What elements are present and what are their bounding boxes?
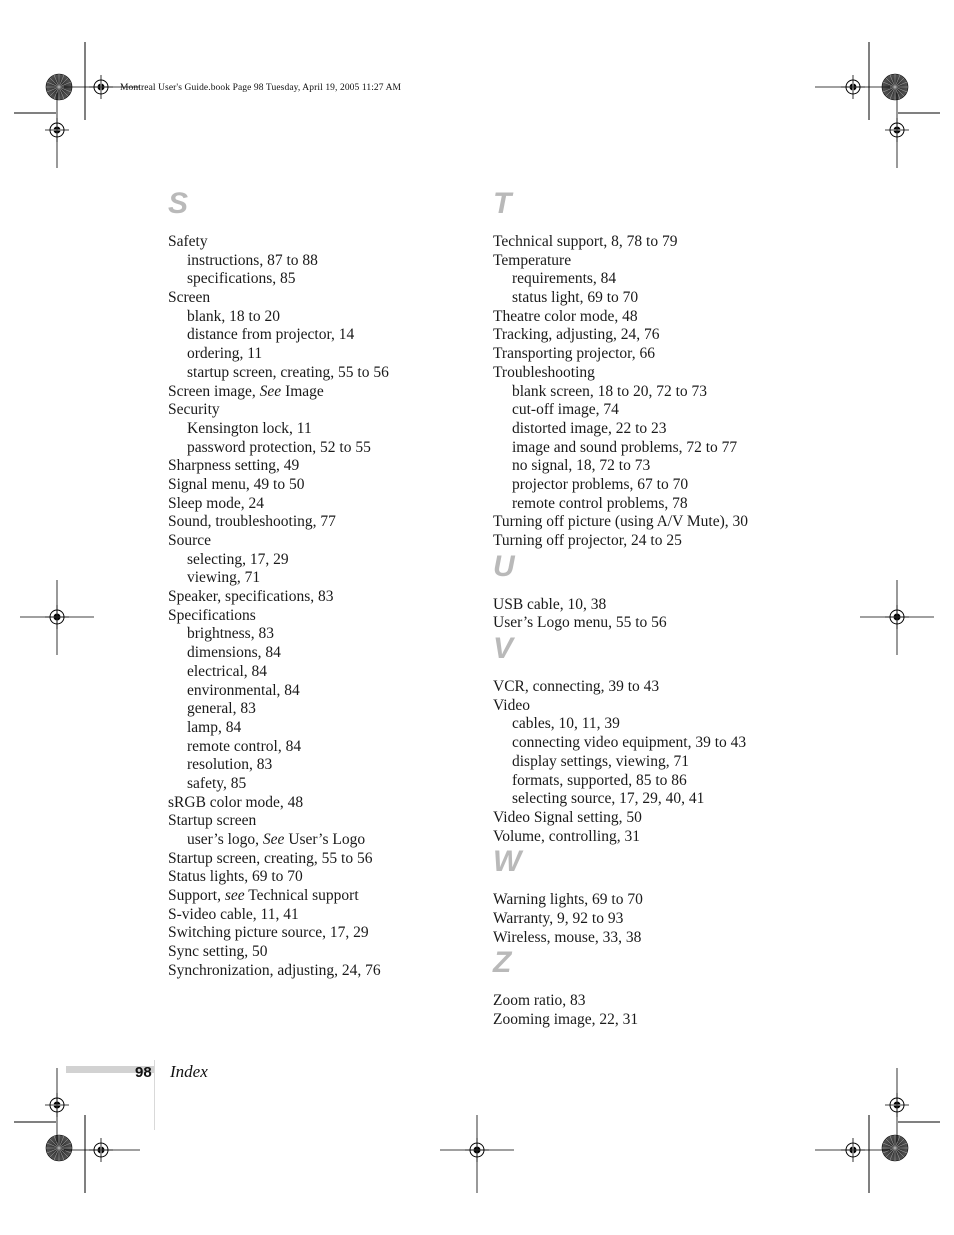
- index-subentry: password protection, 52 to 55: [187, 438, 371, 456]
- index-subentry: blank, 18 to 20: [187, 307, 280, 325]
- index-subentry: connecting video equipment, 39 to 43: [512, 734, 747, 752]
- index-subentry: requirements, 84: [512, 270, 617, 288]
- index-subentry: safety, 85: [187, 774, 247, 792]
- index-entry: Temperature: [493, 251, 572, 269]
- index-entry: Warning lights, 69 to 70: [493, 891, 643, 909]
- index-subentry: environmental, 84: [187, 681, 300, 699]
- index-entry: Turning off picture (using A/V Mute), 30: [493, 513, 749, 531]
- index-subentry: startup screen, creating, 55 to 56: [187, 363, 389, 381]
- index-letter-heading: V: [493, 632, 514, 666]
- entry-text: Support,: [168, 887, 225, 905]
- index-entry: Video: [493, 696, 530, 714]
- index-subentry: Kensington lock, 11: [187, 419, 312, 437]
- index-subentry: dimensions, 84: [187, 644, 281, 662]
- index-entry: Startup screen, creating, 55 to 56: [168, 849, 373, 867]
- footer-divider: [154, 1060, 155, 1130]
- book-slug-header: Montreal User's Guide.book Page 98 Tuesday, April 19, 2005 11:27 AM: [120, 83, 402, 93]
- index-column-right: [493, 188, 793, 1030]
- index-subentry: specifications, 85: [187, 270, 296, 288]
- entry-text: Screen image,: [168, 382, 260, 400]
- index-entry: Security: [168, 401, 220, 419]
- index-entry: Synchronization, adjusting, 24, 76: [168, 961, 381, 979]
- index-subentry: image and sound problems, 72 to 77: [512, 438, 738, 456]
- entry-cross-reference: See: [259, 382, 282, 400]
- section-name: Index: [170, 1062, 208, 1081]
- index-subentry: lamp, 84: [187, 718, 242, 736]
- index-subentry: projector problems, 67 to 70: [512, 475, 689, 493]
- index-subentry: distorted image, 22 to 23: [512, 419, 667, 437]
- entry-cross-reference: See: [262, 831, 285, 848]
- index-entry: User’s Logo menu, 55 to 56: [493, 614, 667, 632]
- index-entry: Startup screen: [168, 812, 257, 830]
- index-letter-heading: S: [168, 187, 189, 220]
- index-entry: Tracking, adjusting, 24, 76: [493, 326, 660, 344]
- index-letter-heading: Z: [493, 946, 512, 980]
- index-entry: Safety: [168, 233, 208, 250]
- index-letter-heading: T: [493, 187, 512, 220]
- index-subentry: [168, 831, 468, 850]
- index-entry: Sync setting, 50: [168, 943, 268, 961]
- index-entry: sRGB color mode, 48: [168, 793, 304, 811]
- index-subentry: ordering, 11: [187, 345, 263, 363]
- page-number: 98: [135, 1064, 152, 1081]
- index-entry: USB cable, 10, 38: [493, 595, 607, 613]
- index-subentry: selecting source, 17, 29, 40, 41: [512, 790, 705, 808]
- index-subentry: resolution, 83: [187, 756, 273, 774]
- index-entry: Troubleshooting: [493, 363, 595, 381]
- index-entry: [168, 887, 468, 906]
- index-entry: Status lights, 69 to 70: [168, 868, 303, 886]
- index-entry: Turning off projector, 24 to 25: [493, 532, 682, 549]
- index-subentry: general, 83: [187, 700, 256, 718]
- index-letter-heading: U: [493, 549, 515, 583]
- index-entry: Volume, controlling, 31: [493, 827, 640, 845]
- star-target-icon: [882, 1135, 908, 1161]
- index-letter-heading: W: [493, 845, 522, 879]
- index-entry: Theatre color mode, 48: [493, 307, 638, 325]
- index-subentry: brightness, 83: [187, 625, 274, 643]
- entry-text: user’s logo,: [187, 831, 263, 848]
- index-entry: Zooming image, 22, 31: [493, 1011, 639, 1028]
- index-column-left: [168, 188, 468, 981]
- index-subentry: cut-off image, 74: [512, 401, 619, 419]
- index-entry: Transporting projector, 66: [493, 345, 655, 363]
- index-subentry: cables, 10, 11, 39: [512, 715, 620, 733]
- entry-cross-reference: see: [224, 887, 245, 905]
- index-subentry: selecting, 17, 29: [187, 550, 289, 568]
- index-entry: Technical support, 8, 78 to 79: [493, 233, 678, 250]
- index-subentry: display settings, viewing, 71: [512, 752, 689, 770]
- index-subentry: remote control problems, 78: [512, 494, 688, 512]
- entry-target: User’s Logo: [284, 831, 366, 848]
- index-subentry: electrical, 84: [187, 662, 268, 680]
- index-subentry: distance from projector, 14: [187, 326, 355, 344]
- index-subentry: viewing, 71: [187, 569, 261, 587]
- index-entry: Zoom ratio, 83: [493, 992, 586, 1010]
- index-subentry: instructions, 87 to 88: [187, 251, 318, 269]
- index-entry: Warranty, 9, 92 to 93: [493, 909, 624, 927]
- index-subentry: blank screen, 18 to 20, 72 to 73: [512, 382, 708, 400]
- index-entry: Switching picture source, 17, 29: [168, 924, 369, 942]
- index-subentry: formats, supported, 85 to 86: [512, 771, 687, 789]
- entry-target: Technical support: [244, 887, 359, 905]
- index-entry: Screen: [168, 289, 211, 307]
- index-entry: Signal menu, 49 to 50: [168, 475, 305, 493]
- index-entry: Speaker, specifications, 83: [168, 588, 334, 606]
- index-entry: Wireless, mouse, 33, 38: [493, 928, 642, 946]
- index-entry: VCR, connecting, 39 to 43: [493, 678, 660, 696]
- index-subentry: remote control, 84: [187, 737, 302, 755]
- index-entry: Sound, troubleshooting, 77: [168, 513, 336, 531]
- index-entry: Source: [168, 532, 212, 549]
- star-target-icon: [46, 1135, 72, 1161]
- index-entry: Video Signal setting, 50: [493, 808, 642, 826]
- index-entry: Sleep mode, 24: [168, 494, 264, 512]
- entry-target: Image: [281, 382, 324, 400]
- index-entry: [168, 383, 468, 402]
- index-subentry: no signal, 18, 72 to 73: [512, 457, 651, 475]
- index-subentry: status light, 69 to 70: [512, 289, 639, 307]
- index-entry: S-video cable, 11, 41: [168, 905, 299, 923]
- index-entry: Specifications: [168, 606, 256, 624]
- index-entry: Sharpness setting, 49: [168, 457, 300, 475]
